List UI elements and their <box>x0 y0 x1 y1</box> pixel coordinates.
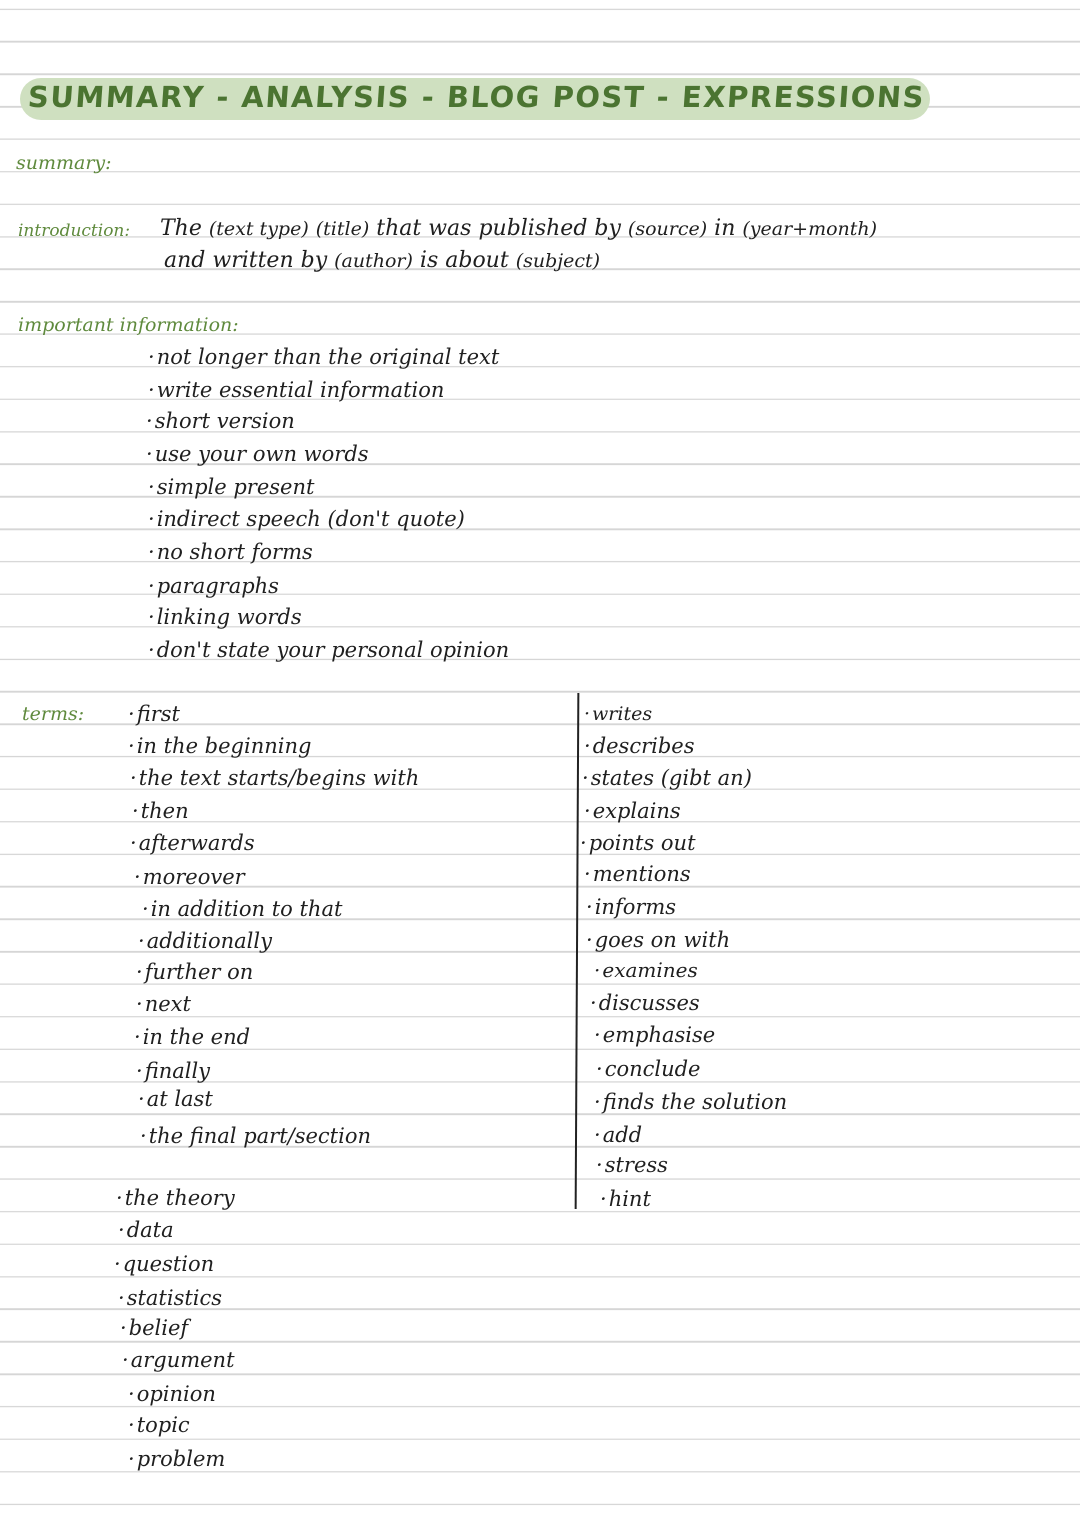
intro-text-type: (text type) <box>208 218 309 240</box>
info-item: · don't state your personal opinion <box>148 638 509 662</box>
term-left: · afterwards <box>130 831 255 855</box>
introduction-label: introduction: <box>18 221 131 241</box>
important-information-label: important information: <box>18 314 239 336</box>
term-right: · finds the solution <box>594 1090 787 1114</box>
noun-item: · statistics <box>118 1286 222 1310</box>
intro-subject: (subject) <box>515 250 601 272</box>
noun-item: · argument <box>122 1348 235 1372</box>
info-item: · paragraphs <box>148 574 279 598</box>
noun-item: · topic <box>128 1413 190 1437</box>
term-right: · goes on with <box>586 928 730 952</box>
intro-is-about: is about <box>419 248 509 273</box>
term-left: · first <box>128 702 180 726</box>
term-left: · further on <box>136 960 253 984</box>
intro-in: in <box>714 216 736 241</box>
term-left: · in the beginning <box>128 734 311 758</box>
term-left: · in addition to that <box>142 897 342 921</box>
term-right: · discusses <box>590 991 700 1015</box>
term-right: · explains <box>584 799 681 823</box>
noun-item: · question <box>114 1252 214 1276</box>
introduction-line-2 <box>164 248 600 273</box>
introduction-line-1 <box>160 216 877 241</box>
intro-date: (year+month) <box>742 218 878 240</box>
term-right: · mentions <box>584 862 691 886</box>
term-right: · informs <box>586 895 676 919</box>
term-right: · emphasise <box>594 1023 715 1047</box>
term-left: · finally <box>136 1059 210 1083</box>
term-right: · states (gibt an) <box>582 766 752 790</box>
term-left: · next <box>136 992 191 1016</box>
info-item: · not longer than the original text <box>148 345 499 369</box>
intro-written-by: and written by <box>164 248 328 273</box>
term-right: · writes <box>584 703 652 725</box>
noun-item: · problem <box>128 1447 225 1471</box>
term-right: · points out <box>580 831 696 855</box>
term-left: · moreover <box>134 865 245 889</box>
term-right: · describes <box>584 734 695 758</box>
info-item: · simple present <box>148 475 314 499</box>
summary-label: summary: <box>16 152 112 174</box>
intro-title: (title) <box>315 218 370 240</box>
intro-author: (author) <box>334 250 413 272</box>
term-left: · the text starts/begins with <box>130 766 419 790</box>
term-right: · add <box>594 1123 642 1147</box>
info-item: · short version <box>146 409 295 433</box>
info-item: · no short forms <box>148 540 313 564</box>
info-item: · linking words <box>148 605 302 629</box>
terms-label: terms: <box>22 703 85 725</box>
term-right: · conclude <box>596 1057 701 1081</box>
intro-the: The <box>160 216 202 241</box>
term-left: · in the end <box>134 1025 250 1049</box>
page-title: SUMMARY - ANALYSIS - BLOG POST - EXPRESSIONS <box>26 80 927 114</box>
term-left: · at last <box>138 1087 213 1111</box>
column-divider <box>575 693 580 1209</box>
term-left: · additionally <box>138 929 272 953</box>
term-right: · stress <box>596 1153 668 1177</box>
info-item: · indirect speech (don't quote) <box>148 507 465 531</box>
intro-published-by: that was published by <box>376 216 621 241</box>
noun-item: · belief <box>120 1316 188 1340</box>
term-left: · then <box>132 799 189 823</box>
info-item: · use your own words <box>146 442 369 466</box>
info-item: · write essential information <box>148 378 444 402</box>
term-right: · examines <box>594 958 698 982</box>
term-left: · the final part/section <box>140 1124 371 1148</box>
noun-item: · data <box>118 1218 174 1242</box>
noun-item: · the theory <box>116 1186 235 1210</box>
term-right: · hint <box>600 1187 651 1211</box>
noun-item: · opinion <box>128 1382 216 1406</box>
intro-source: (source) <box>627 218 708 240</box>
